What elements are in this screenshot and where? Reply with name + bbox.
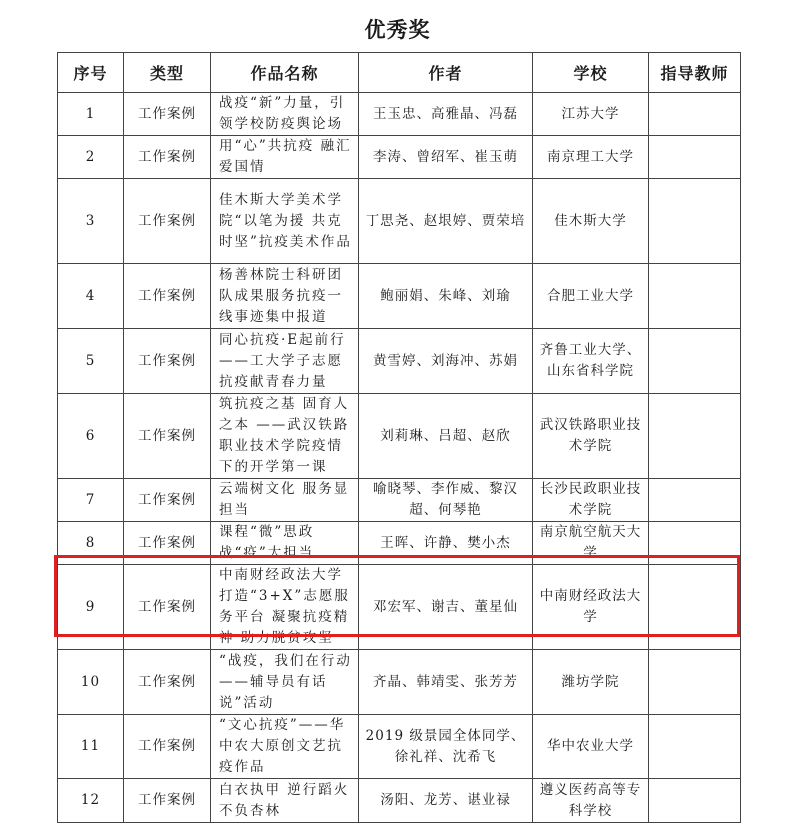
row-advisor (649, 522, 741, 565)
row-type: 工作案例 (124, 93, 211, 136)
row-school: 佳木斯大学 (533, 179, 649, 264)
row-type: 工作案例 (124, 522, 211, 565)
row-type: 工作案例 (124, 715, 211, 779)
row-advisor (649, 179, 741, 264)
column-header-work-title: 作品名称 (211, 53, 359, 93)
row-authors: 王玉忠、高雅晶、冯磊 (359, 93, 533, 136)
row-authors: 丁思尧、赵垠婷、贾荣培 (359, 179, 533, 264)
row-authors: 黄雪婷、刘海冲、苏娟 (359, 329, 533, 394)
row-school: 长沙民政职业技术学院 (533, 479, 649, 522)
row-work-title: “战疫，我们在行动——辅导员有话说”活动 (211, 650, 359, 715)
row-number: 12 (58, 779, 124, 823)
row-school: 南京航空航天大学 (533, 522, 649, 565)
row-advisor (649, 136, 741, 179)
row-advisor (649, 264, 741, 329)
row-authors: 王晖、许静、樊小杰 (359, 522, 533, 565)
row-authors: 2019 级景园全体同学、徐礼祥、沈希飞 (359, 715, 533, 779)
row-type: 工作案例 (124, 779, 211, 823)
table-row (58, 329, 741, 394)
table-row (58, 650, 741, 715)
column-header-advisor: 指导教师 (649, 53, 741, 93)
row-type: 工作案例 (124, 264, 211, 329)
table-header-row (58, 53, 741, 93)
awards-table (57, 52, 741, 823)
table-row (58, 715, 741, 779)
row-work-title: 战疫“新”力量，引领学校防疫舆论场 (211, 93, 359, 136)
row-school: 中南财经政法大学 (533, 565, 649, 650)
row-number: 4 (58, 264, 124, 329)
row-advisor (649, 650, 741, 715)
row-school: 华中农业大学 (533, 715, 649, 779)
row-authors: 邓宏军、谢吉、董星仙 (359, 565, 533, 650)
row-type: 工作案例 (124, 136, 211, 179)
row-school: 武汉铁路职业技术学院 (533, 394, 649, 479)
row-work-title: 课程“微”思政 战“疫”大担当 (211, 522, 359, 565)
row-type: 工作案例 (124, 650, 211, 715)
row-number: 5 (58, 329, 124, 394)
row-advisor (649, 715, 741, 779)
row-type: 工作案例 (124, 479, 211, 522)
row-school: 江苏大学 (533, 93, 649, 136)
row-number: 2 (58, 136, 124, 179)
table-row (58, 179, 741, 264)
row-advisor (649, 394, 741, 479)
row-type: 工作案例 (124, 565, 211, 650)
row-number: 10 (58, 650, 124, 715)
table-row (58, 136, 741, 179)
row-advisor (649, 565, 741, 650)
row-authors: 喻晓琴、李作威、黎汉超、何琴艳 (359, 479, 533, 522)
row-authors: 刘莉琳、吕超、赵欣 (359, 394, 533, 479)
row-school: 合肥工业大学 (533, 264, 649, 329)
row-type: 工作案例 (124, 394, 211, 479)
table-row (58, 479, 741, 522)
column-header-number: 序号 (58, 53, 124, 93)
column-header-authors: 作者 (359, 53, 533, 93)
row-type: 工作案例 (124, 329, 211, 394)
row-work-title: 同心抗疫·E起前行——工大学子志愿抗疫献青春力量 (211, 329, 359, 394)
table-row (58, 93, 741, 136)
row-type: 工作案例 (124, 179, 211, 264)
row-work-title: 白衣执甲 逆行蹈火 不负杏林 (211, 779, 359, 823)
column-header-school: 学校 (533, 53, 649, 93)
row-advisor (649, 93, 741, 136)
row-number: 6 (58, 394, 124, 479)
row-number: 9 (58, 565, 124, 650)
page-title: 优秀奖 (364, 18, 431, 42)
table-row (58, 394, 741, 479)
row-school: 潍坊学院 (533, 650, 649, 715)
row-work-title: 用“心”共抗疫 融汇爱国情 (211, 136, 359, 179)
row-advisor (649, 329, 741, 394)
row-number: 7 (58, 479, 124, 522)
row-authors: 李涛、曾绍军、崔玉萌 (359, 136, 533, 179)
row-work-title: 筑抗疫之基 固育人之本 ——武汉铁路职业技术学院疫情下的开学第一课 (211, 394, 359, 479)
row-work-title: “文心抗疫”——华中农大原创文艺抗疫作品 (211, 715, 359, 779)
row-advisor (649, 479, 741, 522)
row-work-title: 杨善林院士科研团队成果服务抗疫一线事迹集中报道 (211, 264, 359, 329)
row-work-title: 中南财经政法大学打造“3+X”志愿服务平台 凝聚抗疫精神 助力脱贫攻坚 (211, 565, 359, 650)
row-authors: 汤阳、龙芳、谌业禄 (359, 779, 533, 823)
row-work-title: 佳木斯大学美术学院“以笔为援 共克时坚”抗疫美术作品 (211, 179, 359, 264)
row-work-title: 云端树文化 服务显担当 (211, 479, 359, 522)
row-authors: 鲍丽娟、朱峰、刘瑜 (359, 264, 533, 329)
row-number: 8 (58, 522, 124, 565)
row-number: 3 (58, 179, 124, 264)
row-number: 1 (58, 93, 124, 136)
row-school: 齐鲁工业大学、山东省科学院 (533, 329, 649, 394)
table-row-highlighted (58, 565, 741, 650)
column-header-type: 类型 (124, 53, 211, 93)
row-school: 南京理工大学 (533, 136, 649, 179)
table-row (58, 522, 741, 565)
row-number: 11 (58, 715, 124, 779)
table-row (58, 264, 741, 329)
row-school: 遵义医药高等专科学校 (533, 779, 649, 823)
row-authors: 齐晶、韩靖雯、张芳芳 (359, 650, 533, 715)
